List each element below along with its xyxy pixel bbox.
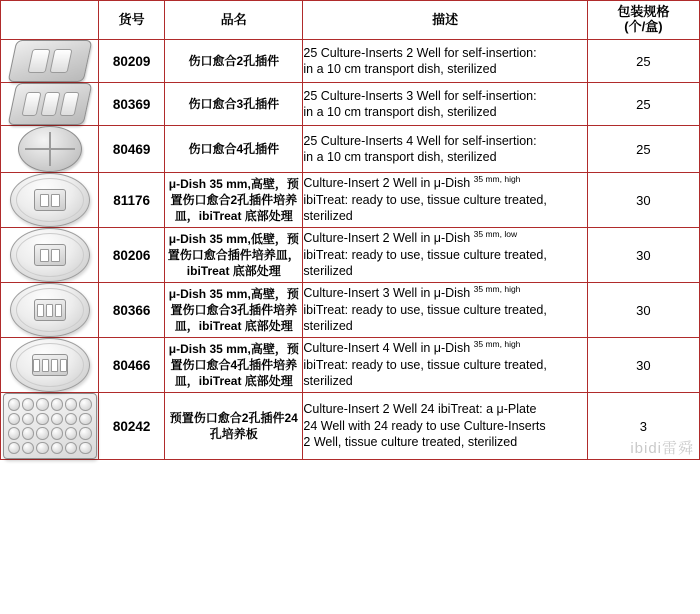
product-description (303, 338, 587, 393)
description-line (303, 285, 586, 302)
product-code: 81176 (99, 173, 165, 228)
package-size: 30 (587, 228, 699, 283)
mu-dish-4-well-icon (1, 338, 98, 392)
description-superscript: 35 mm, low (473, 229, 518, 240)
table-row (1, 83, 700, 126)
package-size: 25 (587, 40, 699, 83)
product-code: 80242 (99, 393, 165, 460)
product-description (303, 228, 587, 283)
product-code: 80469 (99, 126, 165, 173)
column-header-package (587, 1, 699, 40)
culture-insert-4-well-icon (1, 126, 98, 172)
product-name: 伤口愈合3孔插件 (165, 83, 303, 126)
product-description (303, 126, 587, 173)
package-size: 3 (587, 393, 699, 460)
column-header-code: 货号 (99, 1, 165, 40)
description-line: sterilized (303, 319, 353, 334)
mu-dish-3-well-icon (1, 283, 98, 337)
description-line: in a 10 cm transport dish, sterilized (303, 62, 497, 76)
column-header-name: 品名 (165, 1, 303, 40)
description-line: 25 Culture-Inserts 4 Well for self-insertion: (303, 133, 537, 148)
description-line: 24 Well with 24 ready to use Culture-Inserts (303, 418, 546, 433)
product-image-cell (1, 83, 99, 126)
product-code: 80209 (99, 40, 165, 83)
description-superscript: 35 mm, high (473, 284, 521, 295)
package-size: 30 (587, 338, 699, 393)
product-image-cell (1, 40, 99, 83)
description-line: ibiTreat: ready to use, tissue culture treated, (303, 192, 547, 207)
description-line: sterilized (303, 209, 353, 224)
package-header-line1: 包装规格 (617, 4, 670, 20)
description-superscript: 35 mm, high (473, 339, 521, 350)
product-image-cell (1, 393, 99, 460)
description-line: in a 10 cm transport dish, sterilized (303, 105, 497, 119)
column-header-description: 描述 (303, 1, 587, 40)
description-line: ibiTreat: ready to use, tissue culture treated, (303, 302, 547, 317)
product-code: 80206 (99, 228, 165, 283)
table-row (1, 338, 700, 393)
column-header-image (1, 1, 99, 40)
product-name: 伤口愈合4孔插件 (165, 126, 303, 173)
product-description (303, 173, 587, 228)
description-line: 25 Culture-Inserts 3 Well for self-insertion: (303, 88, 537, 103)
package-size: 30 (587, 173, 699, 228)
product-name: μ-Dish 35 mm,高壁，预置伤口愈合2孔插件培养皿，ibiTreat 底部处理 (165, 173, 303, 228)
description-line: ibiTreat: ready to use, tissue culture treated, (303, 247, 547, 262)
table-row (1, 173, 700, 228)
product-code: 80466 (99, 338, 165, 393)
product-name: μ-Dish 35 mm,高壁，预置伤口愈合3孔插件培养皿，ibiTreat 底部处理 (165, 283, 303, 338)
product-description (303, 40, 587, 83)
watermark: ibidi雷舜 (630, 440, 694, 457)
culture-insert-3-well-icon (1, 83, 98, 125)
package-header-line2: (个/盒) (624, 19, 663, 34)
table-row (1, 40, 700, 83)
mu-dish-2-well-low-icon (1, 228, 98, 282)
package-size: 30 (587, 283, 699, 338)
product-image-cell (1, 173, 99, 228)
product-name: μ-Dish 35 mm,高壁，预置伤口愈合4孔插件培养皿，ibiTreat 底部处理 (165, 338, 303, 393)
description-line: in a 10 cm transport dish, sterilized (303, 150, 497, 164)
description-line (303, 230, 586, 247)
description-main: Culture-Insert 2 Well in μ-Dish (303, 231, 471, 246)
description-line: 2 Well, tissue culture treated, sterilized (303, 435, 518, 450)
table-row (1, 283, 700, 338)
product-image-cell (1, 283, 99, 338)
description-superscript: 35 mm, high (473, 174, 521, 185)
product-name: 预置伤口愈合2孔插件24孔培养板 (165, 393, 303, 460)
product-image-cell (1, 126, 99, 173)
product-image-cell (1, 338, 99, 393)
mu-dish-2-well-icon (1, 173, 98, 227)
product-code: 80369 (99, 83, 165, 126)
description-line: sterilized (303, 374, 353, 389)
description-line: sterilized (303, 264, 353, 279)
culture-insert-2-well-icon (1, 40, 98, 82)
product-description (303, 283, 587, 338)
product-code: 80366 (99, 283, 165, 338)
table-header-row (1, 1, 700, 40)
mu-plate-24-well-icon (1, 393, 98, 459)
description-line: Culture-Insert 2 Well 24 ibiTreat: a μ-Plate (303, 402, 537, 417)
table-row (1, 393, 700, 460)
product-name: 伤口愈合2孔插件 (165, 40, 303, 83)
package-size: 25 (587, 83, 699, 126)
description-line (303, 340, 586, 357)
product-description (303, 393, 587, 460)
product-description (303, 83, 587, 126)
product-name: μ-Dish 35 mm,低壁，预置伤口愈合插件培养皿，ibiTreat 底部处理 (165, 228, 303, 283)
table-row (1, 126, 700, 173)
description-line: 25 Culture-Inserts 2 Well for self-insertion: (303, 45, 537, 60)
package-size: 25 (587, 126, 699, 173)
description-main: Culture-Insert 4 Well in μ-Dish (303, 341, 471, 356)
product-image-cell (1, 228, 99, 283)
table-row (1, 228, 700, 283)
description-main: Culture-Insert 2 Well in μ-Dish (303, 176, 471, 191)
description-line: ibiTreat: ready to use, tissue culture treated, (303, 357, 547, 372)
description-main: Culture-Insert 3 Well in μ-Dish (303, 286, 471, 301)
description-line (303, 175, 586, 192)
